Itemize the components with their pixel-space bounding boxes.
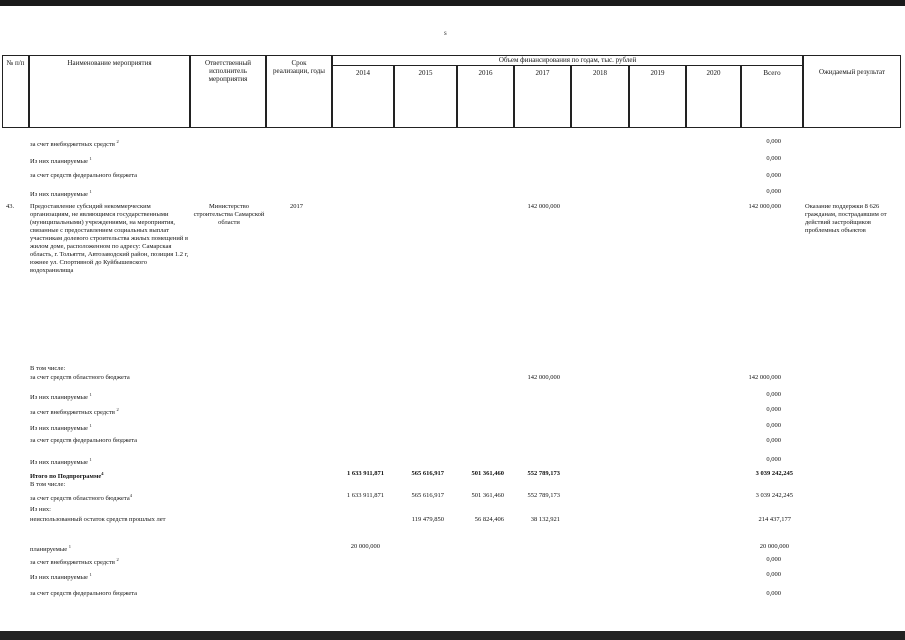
header-result: Ожидаемый результат xyxy=(803,55,901,128)
row-label: Из них планируемые $^1$ xyxy=(30,156,92,166)
row-value-2017: 142 000,000 xyxy=(527,374,560,381)
row-label: за счет средств областного бюджета xyxy=(30,374,130,381)
row-value-2017: 552 789,173 xyxy=(527,492,560,499)
item-period: 2017 xyxy=(290,203,303,210)
row-label: за счет средств федерального бюджета xyxy=(30,590,138,597)
row-total: 0,000 xyxy=(766,155,781,162)
row-total: 0,000 xyxy=(766,590,781,597)
row-total: 0,000 xyxy=(766,188,781,195)
row-value-2017: 38 132,921 xyxy=(530,516,560,523)
row-total: 0,000 xyxy=(766,422,781,429)
row-value-2015: 565 616,917 xyxy=(411,492,444,499)
header-name: Наименование мероприятия xyxy=(29,55,190,128)
row-total: 3 039 242,245 xyxy=(755,492,793,499)
header-finance: Объем финансирования по годам, тыс. рублей xyxy=(332,55,803,66)
row-value-2014: 1 633 911,871 xyxy=(346,492,384,499)
row-value-2015: 119 479,850 xyxy=(411,516,444,523)
header-year: 2014 xyxy=(332,65,394,128)
row-label: за счет внебюджетных средств $^2$ xyxy=(30,407,119,417)
row-label: Из них планируемые $^1$ xyxy=(30,423,92,433)
row-label: за счет внебюджетных средств $^2$ xyxy=(30,557,119,567)
row-label: за счет внебюджетных средств $^2$ xyxy=(30,139,119,149)
header-year: 2016 xyxy=(457,65,514,128)
header-year: 2015 xyxy=(394,65,457,128)
header-period: Срок реализации, годы xyxy=(266,55,332,128)
item-result: Оказание поддержки 8 626 гражданам, пострадавшим от действий застройщиков проблемных объектов xyxy=(805,203,887,234)
page-mark: s xyxy=(444,29,447,37)
item-name: Предоставление субсидий некоммерческим организациям, не являющимся государственными (муниципальными) учреждениями, на мероприятия, связанные с предоставлением социальных выплат участникам долевого строительства жилых помещений в жилом доме, расположенном по адресу: Самарская область, г. Тольятти, Автозаводский район, позиция 1.2 г, южнее ул. Спортивной до Куйбышевского водохранилища xyxy=(30,203,189,274)
total-2017: 552 789,173 xyxy=(527,470,560,477)
item-total: 142 000,000 xyxy=(748,203,781,210)
row-total: 214 437,177 xyxy=(758,516,791,523)
row-total: 0,000 xyxy=(766,391,781,398)
total-all: 3 039 242,245 xyxy=(755,470,793,477)
total-label: Итого по Подпрограмме$^4$ xyxy=(30,471,104,481)
row-value-2016: 501 361,460 xyxy=(471,492,504,499)
row-label: В том числе: xyxy=(30,481,66,488)
item-number: 43. xyxy=(6,203,15,210)
row-label: за счет средств федерального бюджета xyxy=(30,172,138,179)
header-year: Всего xyxy=(741,65,803,128)
row-total: 0,000 xyxy=(766,138,781,145)
header-num: № п/п xyxy=(2,55,29,128)
row-label: планируемые $^1$ xyxy=(30,544,72,554)
row-label: Из них планируемые $^1$ xyxy=(30,189,92,199)
header-responsible: Ответственный исполнитель мероприятия xyxy=(190,55,266,128)
row-value-2016: 56 824,406 xyxy=(474,516,504,523)
row-total: 0,000 xyxy=(766,437,781,444)
header-year: 2019 xyxy=(629,65,686,128)
header-year: 2020 xyxy=(686,65,741,128)
row-label: неиспользованный остаток средств прошлых лет xyxy=(30,516,166,523)
row-total: 0,000 xyxy=(766,556,781,563)
total-2015: 565 616,917 xyxy=(411,470,444,477)
header-year: 2017 xyxy=(514,65,571,128)
row-label: Из них планируемые $^1$ xyxy=(30,572,92,582)
item-value-2017: 142 000,000 xyxy=(527,203,560,210)
row-label: за счет средств федерального бюджета xyxy=(30,437,138,444)
total-2016: 501 361,460 xyxy=(471,470,504,477)
row-value-2014: 20 000,000 xyxy=(350,543,380,550)
row-label: Из них планируемые $^1$ xyxy=(30,457,92,467)
header-year: 2018 xyxy=(571,65,629,128)
row-total: 142 000,000 xyxy=(748,374,781,381)
row-total: 0,000 xyxy=(766,172,781,179)
row-label: Из них планируемые $^1$ xyxy=(30,392,92,402)
row-label: Из них: xyxy=(30,506,51,513)
row-total: 20 000,000 xyxy=(759,543,789,550)
row-label: В том числе: xyxy=(30,365,66,372)
row-total: 0,000 xyxy=(766,571,781,578)
total-2014: 1 633 911,871 xyxy=(346,470,384,477)
scan-top-border xyxy=(0,0,905,6)
scan-bottom-border xyxy=(0,631,905,640)
item-responsible: Министерство строительства Самарской области xyxy=(193,203,265,226)
row-label: за счет средств областного бюджета$^4$ xyxy=(30,493,132,503)
row-total: 0,000 xyxy=(766,456,781,463)
row-total: 0,000 xyxy=(766,406,781,413)
